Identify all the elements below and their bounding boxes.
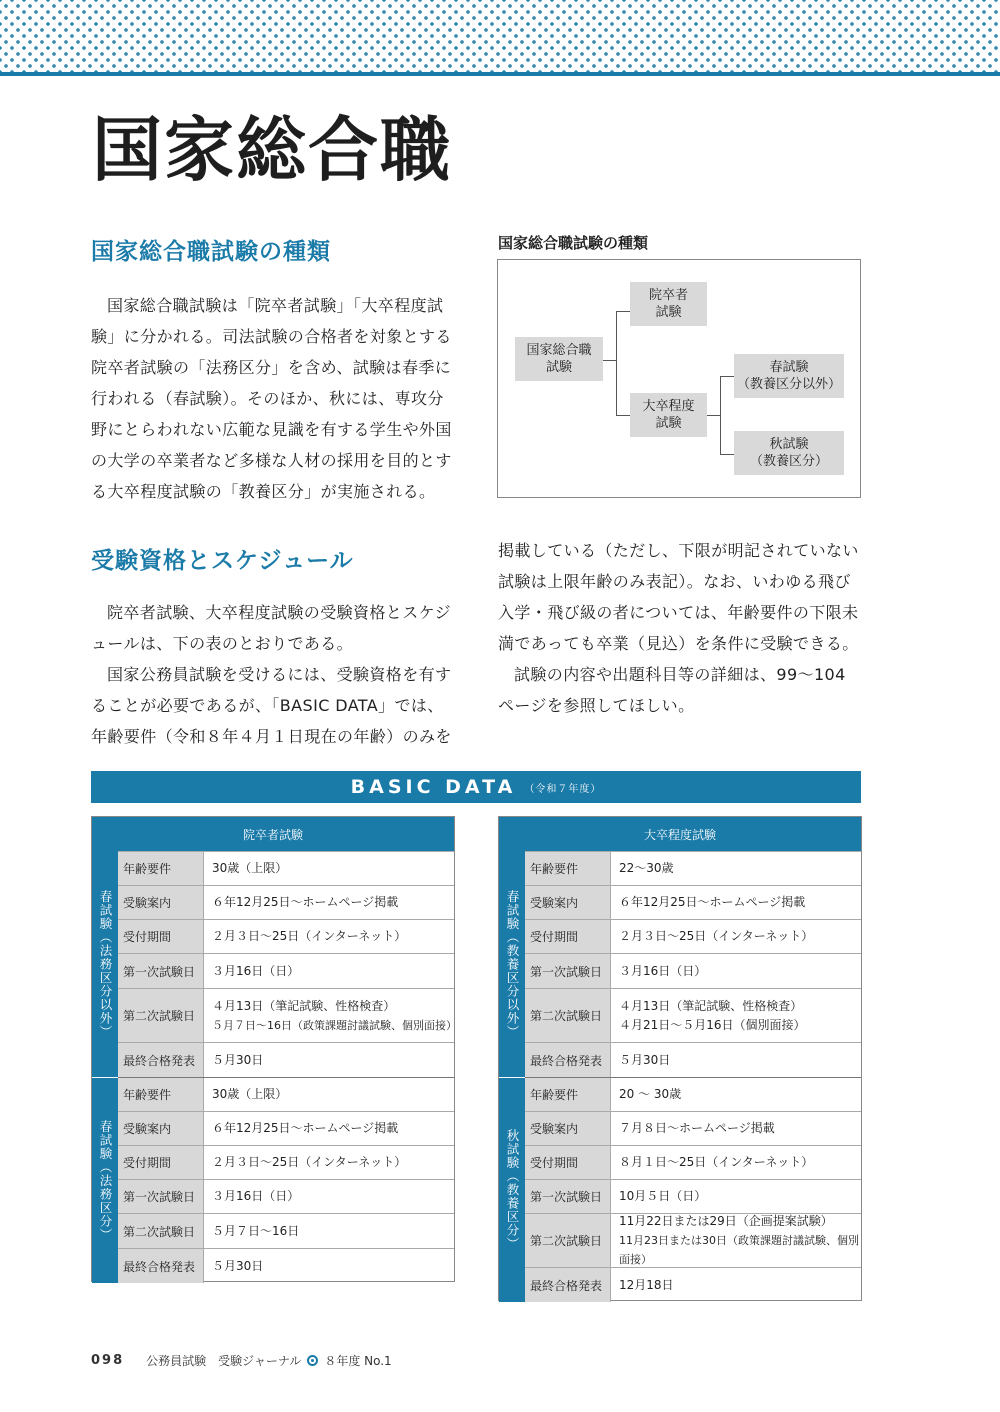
table-row — [118, 851, 454, 885]
table-row — [118, 1248, 454, 1283]
basic-data-year: （令和７年度） — [524, 783, 602, 795]
value-line: 30歳（上限） — [212, 861, 288, 875]
group-label: 春試験（教養区分以外） — [505, 889, 520, 1039]
table-row — [525, 885, 861, 919]
issue-label: ８年度 No.1 — [324, 1354, 392, 1368]
value-line: ６年12月25日〜ホームページ掲載 — [212, 895, 399, 909]
graduate-exam-table — [91, 816, 455, 1282]
basic-data-title: BASIC DATA — [350, 776, 517, 798]
box-line: 春試験 — [769, 360, 809, 375]
table-row — [118, 1111, 454, 1145]
group-label: 春試験（法務区分） — [98, 1119, 113, 1242]
header-rule — [0, 72, 1000, 76]
value-line: ７月８日〜ホームページ掲載 — [619, 1121, 775, 1135]
table-row — [525, 919, 861, 953]
group-label-cell — [499, 1077, 525, 1302]
row-value — [204, 852, 454, 885]
box-line: （教養区分以外） — [736, 377, 841, 392]
group-label: 春試験（法務区分以外） — [98, 889, 113, 1039]
box-line: （教養区分） — [749, 454, 828, 469]
box-line: 院卒者 — [648, 288, 688, 303]
box-line: 試験 — [545, 360, 572, 375]
value-line: ６年12月25日〜ホームページ掲載 — [212, 1121, 399, 1135]
row-value — [204, 886, 454, 919]
page-footer — [91, 1352, 392, 1369]
table-row — [525, 851, 861, 885]
connector — [707, 415, 720, 416]
group-label-cell — [92, 851, 118, 1077]
box-spring-exam — [734, 354, 844, 398]
table-header: 院卒者試験 — [92, 817, 454, 851]
row-value — [611, 852, 861, 885]
row-label: 最終合格発表 — [118, 1043, 204, 1077]
value-line: ５月30日 — [212, 1052, 264, 1067]
row-value — [204, 954, 454, 988]
eligibility-paragraph-left — [91, 597, 455, 752]
row-value — [611, 886, 861, 919]
value-line: ５月30日 — [212, 1258, 264, 1273]
connector — [720, 454, 734, 455]
table-row — [525, 1042, 861, 1077]
row-label: 受付期間 — [525, 1146, 611, 1179]
row-value — [611, 1043, 861, 1077]
table-row — [118, 919, 454, 953]
row-value — [611, 1180, 861, 1213]
row-value — [204, 920, 454, 953]
connector — [603, 360, 616, 361]
row-value — [204, 1078, 454, 1111]
value-line: ５月30日 — [619, 1052, 671, 1067]
connector — [616, 311, 617, 415]
box-autumn-exam — [734, 431, 844, 475]
box-line: 秋試験 — [769, 437, 809, 452]
box-general-exam — [515, 337, 603, 381]
value-line: ５月７日〜16日 — [212, 1223, 300, 1238]
row-label: 最終合格発表 — [525, 1268, 611, 1302]
box-undergrad-exam — [630, 393, 707, 437]
value-line: ５月７日〜16日（政策課題討議試験、個別面接） — [212, 1018, 457, 1032]
basic-data-banner — [91, 771, 861, 803]
value-line: 22〜30歳 — [619, 861, 674, 875]
box-line: 試験 — [655, 416, 682, 431]
table-row — [525, 1179, 861, 1213]
row-label: 第二次試験日 — [525, 989, 611, 1042]
connector — [616, 311, 630, 312]
table-row — [525, 1267, 861, 1302]
table-row — [525, 953, 861, 988]
eligibility-text-2: 国家公務員試験を受けるには、受験資格を有することが必要であるが、「BASIC DATA」では、年齢要件（令和８年４月１日現在の年齢）のみを — [91, 665, 452, 746]
section-heading-eligibility: 受験資格とスケジュール — [91, 548, 354, 574]
row-label: 第一次試験日 — [118, 1180, 204, 1213]
table-row — [118, 1179, 454, 1213]
connector — [616, 415, 630, 416]
row-value — [204, 1146, 454, 1179]
row-value — [611, 1268, 861, 1302]
row-value — [204, 1249, 454, 1283]
table-row — [118, 1213, 454, 1248]
value-line: 30歳（上限） — [212, 1087, 288, 1101]
value-line: ３月16日（日） — [212, 1189, 300, 1203]
connector — [720, 376, 734, 377]
row-label: 第一次試験日 — [525, 1180, 611, 1213]
journal-name: 公務員試験 受験ジャーナル — [146, 1354, 302, 1368]
row-value — [611, 920, 861, 953]
row-value — [611, 1146, 861, 1179]
box-line: 試験 — [655, 305, 682, 320]
box-line: 国家総合職 — [526, 343, 592, 358]
page-title: 国家総合職 — [92, 109, 452, 191]
value-line: ２月３日〜25日（インターネット） — [212, 1155, 407, 1169]
row-label: 年齢要件 — [118, 852, 204, 885]
value-line: ８月１日〜25日（インターネット） — [619, 1155, 814, 1169]
group-label-cell — [499, 851, 525, 1077]
dotted-header-band — [0, 0, 1000, 72]
group-label-cell — [92, 1077, 118, 1283]
value-line: 10月５日（日） — [619, 1189, 707, 1203]
eligibility-text-4: 試験の内容や出題科目等の詳細は、99〜104ページを参照してほしい。 — [498, 665, 846, 715]
row-label: 最終合格発表 — [525, 1043, 611, 1077]
exam-types-diagram — [497, 259, 861, 498]
table-row — [118, 1145, 454, 1179]
value-line: ２月３日〜25日（インターネット） — [212, 929, 407, 943]
page-number: 098 — [91, 1353, 125, 1368]
row-label: 第二次試験日 — [525, 1214, 611, 1267]
row-label: 年齢要件 — [525, 852, 611, 885]
value-line: ３月16日（日） — [212, 963, 300, 978]
value-line: 20 〜 30歳 — [619, 1087, 682, 1101]
row-value — [611, 954, 861, 988]
group-label: 秋試験（教養区分） — [505, 1129, 520, 1251]
row-value — [204, 1214, 454, 1248]
row-value — [204, 1043, 454, 1077]
table-header: 大卒程度試験 — [499, 817, 861, 851]
diagram-title: 国家総合職試験の種類 — [498, 234, 649, 252]
table-row — [118, 953, 454, 988]
table-row — [525, 1213, 861, 1267]
row-value — [611, 1112, 861, 1145]
value-line: ６年12月25日〜ホームページ掲載 — [619, 895, 806, 909]
row-label: 第一次試験日 — [525, 954, 611, 988]
row-label: 第一次試験日 — [118, 954, 204, 988]
table-row — [525, 1111, 861, 1145]
box-line: 大卒程度 — [642, 399, 695, 414]
table-row — [118, 988, 457, 1042]
row-value — [611, 989, 861, 1042]
row-value — [611, 1214, 861, 1267]
connector — [720, 376, 721, 454]
section-types-paragraph — [91, 290, 455, 507]
eligibility-text-1: 院卒者試験、大卒程度試験の受験資格とスケジュールは、下の表のとおりである。 — [91, 603, 452, 653]
table-row — [525, 1077, 861, 1111]
value-line: 12月18日 — [619, 1277, 674, 1292]
eligibility-paragraph-right — [498, 535, 862, 721]
table-row — [525, 1145, 861, 1179]
value-line: 11月22日または29日（企画提案試験） — [619, 1214, 833, 1228]
row-label: 受験案内 — [525, 1112, 611, 1145]
value-line: ３月16日（日） — [619, 963, 707, 978]
row-label: 受験案内 — [118, 886, 204, 919]
row-value — [611, 1078, 861, 1111]
box-graduate-exam — [630, 282, 707, 326]
value-line: ４月13日（筆記試験、性格検査） — [212, 998, 396, 1013]
value-line: ４月21日〜５月16日（個別面接） — [619, 1017, 806, 1032]
table-row — [118, 885, 454, 919]
row-value — [204, 1180, 454, 1213]
row-label: 第二次試験日 — [118, 989, 204, 1042]
row-label: 受験案内 — [525, 886, 611, 919]
undergrad-exam-table — [498, 816, 862, 1301]
row-label: 受付期間 — [525, 920, 611, 953]
row-label: 受付期間 — [118, 1146, 204, 1179]
row-label: 受付期間 — [118, 920, 204, 953]
row-label: 年齢要件 — [118, 1078, 204, 1111]
row-label: 第二次試験日 — [118, 1214, 204, 1248]
value-line: 11月23日または30日（政策課題討議試験、個別面接） — [619, 1234, 859, 1266]
row-label: 受験案内 — [118, 1112, 204, 1145]
section-heading-types: 国家総合職試験の種類 — [91, 239, 331, 265]
eligibility-text-3: 掲載している（ただし、下限が明記されていない試験は上限年齢のみ表記）。なお、いわゆる飛び入学・飛び級の者については、年齢要件の下限未満であっても卒業（見込）を条件に受験できる。 — [498, 541, 859, 653]
row-value — [204, 989, 457, 1042]
value-line: ４月13日（筆記試験、性格検査） — [619, 998, 803, 1013]
value-line: ２月３日〜25日（インターネット） — [619, 929, 814, 943]
table-row — [118, 1042, 454, 1077]
table-row — [525, 988, 861, 1042]
row-label: 最終合格発表 — [118, 1249, 204, 1283]
bullet-icon — [307, 1355, 318, 1366]
types-text: 国家総合職試験は「院卒者試験」「大卒程度試験」に分かれる。司法試験の合格者を対象とする院卒者試験の「法務区分」を含め、試験は春季に行われる（春試験）。そのほか、秋には、専攻分野にとらわれない広範な見識を有する学生や外国の大学の卒業者など多様な人材の採用を目的とする大卒程度試験の「教養区分」が実施される。 — [91, 296, 452, 501]
table-row — [118, 1077, 454, 1111]
row-label: 年齢要件 — [525, 1078, 611, 1111]
row-value — [204, 1112, 454, 1145]
